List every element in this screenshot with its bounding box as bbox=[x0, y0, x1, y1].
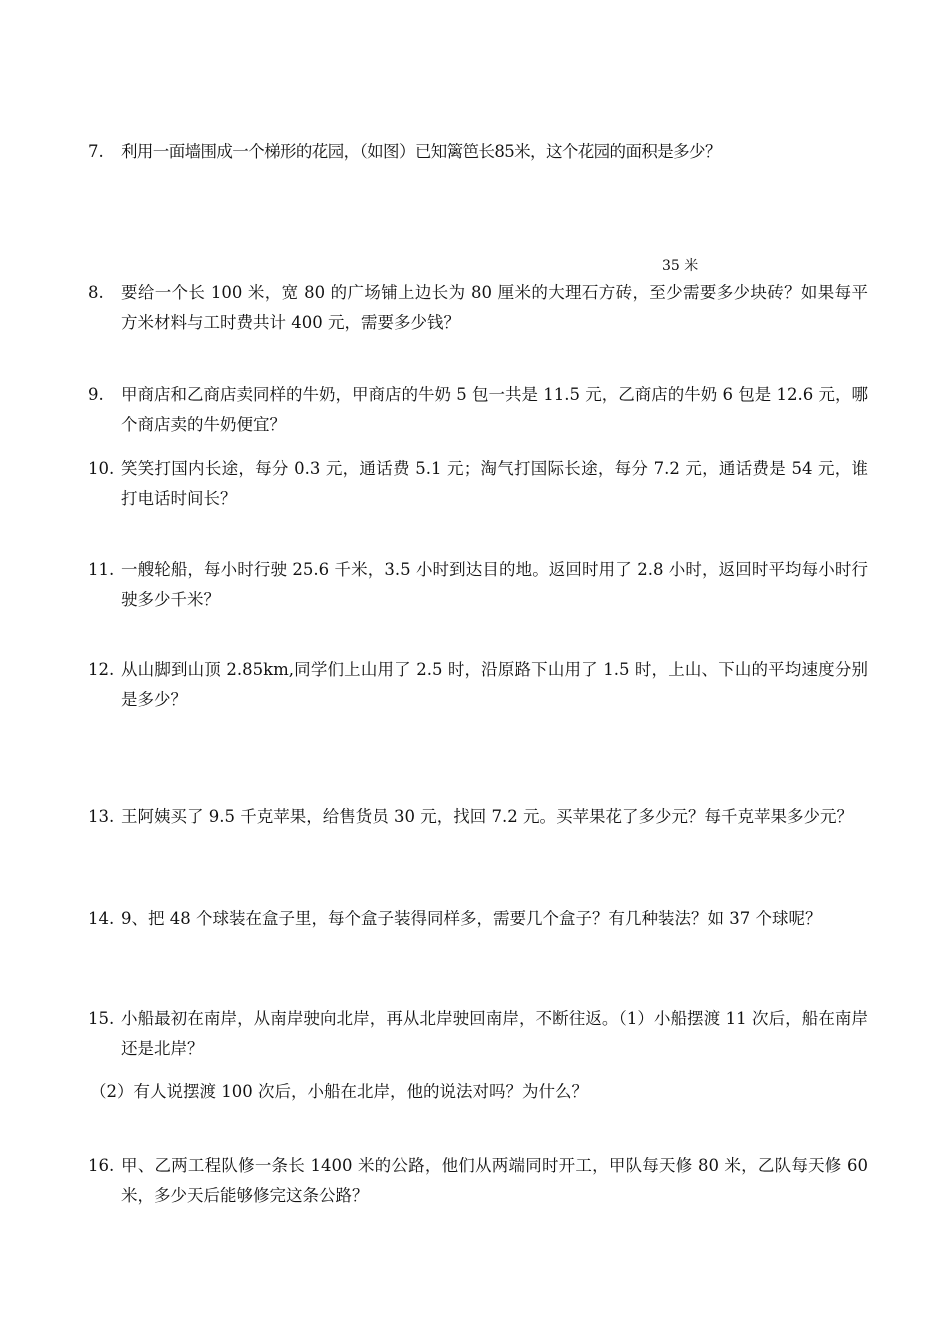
question-number: 15. bbox=[88, 1009, 115, 1028]
question-number: 12. bbox=[88, 660, 115, 679]
question-text: 9、把 48 个球装在盒子里，每个盒子装得同样多，需要几个盒子？有几种装法？如 37 个球呢？ bbox=[121, 909, 822, 928]
question-11 bbox=[88, 555, 868, 615]
question-number: 13. bbox=[88, 807, 115, 826]
question-13 bbox=[88, 802, 868, 832]
question-text: 利用一面墙围成一个梯形的花园，（如图）已知篱笆长85米，这个花园的面积是多少？ bbox=[121, 142, 721, 161]
question-text: 笑笑打国内长途，每分 0.3 元，通话费 5.1 元；淘气打国际长途，每分 7.2 元，通话费是 54 元，谁打电话时间长？ bbox=[121, 459, 868, 508]
question-text: 从山脚到山顶 2.85km,同学们上山用了 2.5 时，沿原路下山用了 1.5 时，上山、下山的平均速度分别是多少？ bbox=[121, 660, 868, 709]
question-14 bbox=[88, 904, 868, 934]
question-text: 一艘轮船，每小时行驶 25.6 千米，3.5 小时到达目的地。返回时用了 2.8 小时，返回时平均每小时行驶多少千米？ bbox=[121, 560, 868, 609]
question-15-part-2: （2）有人说摆渡 100 次后，小船在北岸，他的说法对吗？为什么？ bbox=[90, 1082, 588, 1101]
question-number: 9. bbox=[88, 385, 104, 404]
question-15 bbox=[88, 1004, 868, 1064]
question-9 bbox=[88, 380, 868, 440]
question-text: 王阿姨买了 9.5 千克苹果，给售货员 30 元，找回 7.2 元。买苹果花了多少元？每千克苹果多少元？ bbox=[121, 807, 853, 826]
question-text: 甲商店和乙商店卖同样的牛奶，甲商店的牛奶 5 包一共是 11.5 元，乙商店的牛奶 6 包是 12.6 元，哪个商店卖的牛奶便宜？ bbox=[121, 385, 868, 434]
question-number: 7. bbox=[88, 142, 104, 161]
question-number: 10. bbox=[88, 459, 115, 478]
question-text: 小船最初在南岸，从南岸驶向北岸，再从北岸驶回南岸，不断往返。（1）小船摆渡 11 次后，船在南岸还是北岸？ bbox=[121, 1009, 868, 1058]
question-number: 16. bbox=[88, 1156, 115, 1175]
figure-dimension-label: 35 米 bbox=[662, 258, 699, 274]
question-10 bbox=[88, 454, 868, 514]
question-number: 14. bbox=[88, 909, 115, 928]
question-16 bbox=[88, 1151, 868, 1211]
question-12 bbox=[88, 655, 868, 715]
question-number: 11. bbox=[88, 560, 115, 579]
question-text: 甲、乙两工程队修一条长 1400 米的公路，他们从两端同时开工，甲队每天修 80 米，乙队每天修 60 米，多少天后能够修完这条公路？ bbox=[121, 1156, 868, 1205]
question-8 bbox=[88, 278, 868, 338]
question-text: 要给一个长 100 米，宽 80 的广场铺上边长为 80 厘米的大理石方砖，至少需要多少块砖？如果每平方米材料与工时费共计 400 元，需要多少钱？ bbox=[121, 283, 868, 332]
question-7 bbox=[88, 137, 868, 167]
question-number: 8. bbox=[88, 283, 104, 302]
